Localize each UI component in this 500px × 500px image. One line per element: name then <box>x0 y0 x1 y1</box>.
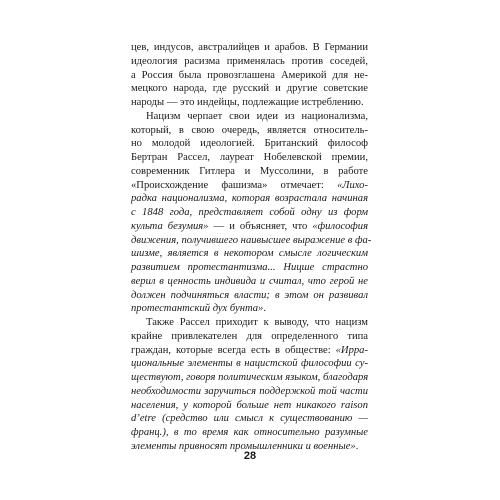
text-segment: народы — это индейцы, подлежащие истреблению. <box>131 97 364 108</box>
italic-text: с 1848 года, представляет собой одну из форм <box>131 207 368 218</box>
italic-text: необходимости заручиться поддержкой той части <box>131 385 368 397</box>
italic-text: шизме, является в некотором смысле логическим <box>131 248 368 260</box>
text-line <box>131 247 368 261</box>
text-line <box>131 55 368 69</box>
italic-text: франц.), в то время как относительно разумные <box>131 427 368 438</box>
text-line <box>131 426 368 440</box>
italic-text: радка национализма, которая возрастала начиная <box>131 193 368 205</box>
italic-text: протестантский дух бунта» <box>131 303 264 315</box>
text-line <box>131 344 368 358</box>
text-line <box>131 110 368 124</box>
text-line <box>131 302 368 316</box>
text-segment: но молодой идеологией. Британский философ <box>131 138 368 150</box>
text-line <box>131 412 368 426</box>
text-line <box>131 220 368 234</box>
text-line <box>131 275 368 289</box>
text-segment: Также Рассел приходит к выводу, что нацизм <box>146 317 368 328</box>
italic-text: «Лихо- <box>336 179 368 191</box>
page-number: 28 <box>243 450 257 462</box>
italic-text: культа безумия» <box>131 220 209 232</box>
text-line <box>131 41 368 55</box>
text-segment: а Россия была провозглашена Америкой для не- <box>131 69 368 81</box>
italic-text: циональные элементы в нацистской философии су- <box>131 358 368 370</box>
italic-text: населения, у которой больше нет никакого raison <box>131 399 368 411</box>
text-line <box>131 261 368 275</box>
text-segment: идеология расизма применялась против соседей, <box>131 55 368 67</box>
text-line <box>131 289 368 303</box>
italic-text: d’etre (средство или смысл к существованию — <box>131 413 368 425</box>
text-line <box>131 206 368 220</box>
text-segment: «Происхождение фашизма» отмечает: <box>131 179 337 191</box>
text-segment: граждан, которые всегда есть в обществе: <box>131 344 336 356</box>
italic-text: «философия <box>312 220 368 232</box>
text-line <box>131 179 368 193</box>
text-line <box>131 151 368 165</box>
paragraph <box>131 41 368 110</box>
text-segment: Нацизм черпает свои идеи из национализма, <box>146 110 368 122</box>
text-line <box>131 330 368 344</box>
text-line <box>131 137 368 151</box>
text-segment: крайне привлекателен для определенного типа <box>131 330 368 342</box>
italic-text: элементы привносят промышленники и военные» <box>131 440 356 452</box>
text-segment: цев, индусов, австралийцев и арабов. В Германии <box>131 42 368 53</box>
italic-text: ществуют, говоря политическим языком, благодаря <box>131 372 369 383</box>
text-segment: мецкого народа, где русский и другие советские <box>131 83 368 95</box>
italic-text: верил в ценность индивида и считал, что герой не <box>131 275 368 287</box>
text-segment: современник Гитлера и Муссолини, в работе <box>131 165 368 177</box>
text-segment: — и объясняет, что <box>208 220 313 232</box>
text-line <box>131 371 368 385</box>
text-line <box>131 192 368 206</box>
italic-text: движения, получившего наивысшее выражение в фа- <box>131 234 372 246</box>
text-segment: . <box>263 303 266 315</box>
text-segment: . <box>355 440 359 452</box>
text-line <box>131 69 368 83</box>
italic-text: развитием протестантизма... Ницше страстно <box>131 262 368 273</box>
italic-text: «Ирра- <box>335 344 368 356</box>
text-line <box>131 316 368 330</box>
text-segment: который, в свою очередь, является относитель- <box>131 124 368 136</box>
text-line <box>131 357 368 371</box>
text-line <box>131 385 368 399</box>
paragraph <box>131 110 372 316</box>
text-line <box>131 234 372 248</box>
text-line <box>131 399 368 413</box>
body-text <box>131 41 372 454</box>
paragraph <box>131 316 368 454</box>
text-line <box>131 124 368 138</box>
italic-text: должен подчиняться власти; в этом он развивал <box>131 289 368 301</box>
text-line <box>131 165 368 179</box>
text-line <box>131 82 368 96</box>
text-segment: Бертран Рассел, лауреат Нобелевской премии, <box>131 152 368 163</box>
text-line <box>131 96 368 110</box>
